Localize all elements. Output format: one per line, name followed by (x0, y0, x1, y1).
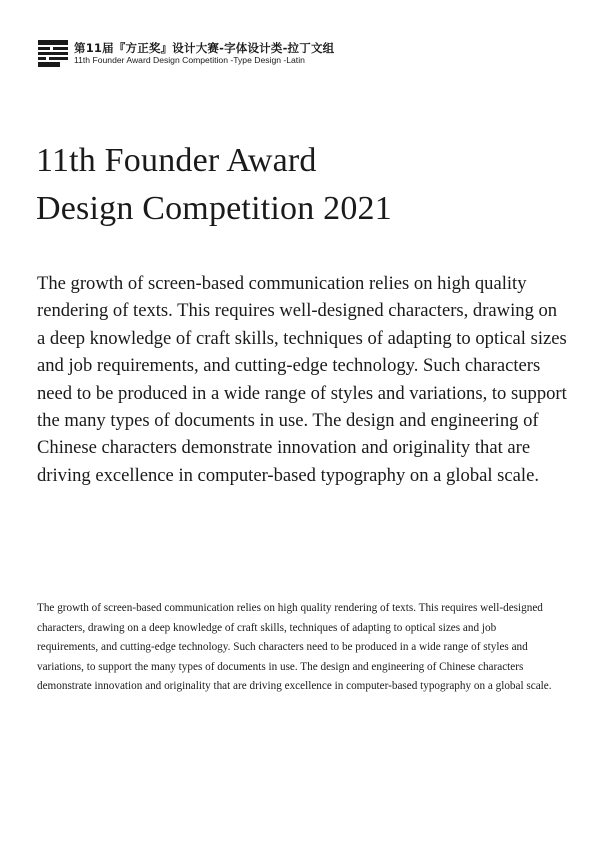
founder-logo-icon (38, 40, 68, 67)
body-paragraph-large: The growth of screen-based communication relies on high quality rendering of texts. This requires well-designed characters, drawing on a deep knowledge of craft skills, techniques of adapting to optical sizes and job requirements, and cutting-edge technology. Such characters need to be produced in a wide range of styles and variations, to support the many types of documents in use. The design and engineering of Chinese characters demonstrate innovation and originality that are driving excellence in computer-based typography on a global scale. (37, 273, 567, 486)
page-title-line-2: Design Competition 2021 (36, 190, 392, 227)
header (38, 40, 334, 67)
body-paragraph-small: The growth of screen-based communication relies on high quality rendering of texts. This requires well-designed characters, drawing on a deep knowledge of craft skills, techniques of adapting to optical sizes and job requirements, and cutting-edge technology. Such characters need to be produced in a wide range of styles and variations, to support the many types of documents in use. The design and engineering of Chinese characters demonstrate innovation and originality that are driving excellence in computer-based typography on a global scale. (37, 602, 552, 692)
header-title-cn: 第11届『方正奖』设计大赛-字体设计类-拉丁文组 (74, 41, 335, 55)
header-text (74, 41, 334, 66)
page-title (36, 137, 392, 233)
header-title-en: 11th Founder Award Design Competition -Type Design -Latin (74, 55, 305, 65)
page-title-line-1: 11th Founder Award (36, 142, 317, 179)
